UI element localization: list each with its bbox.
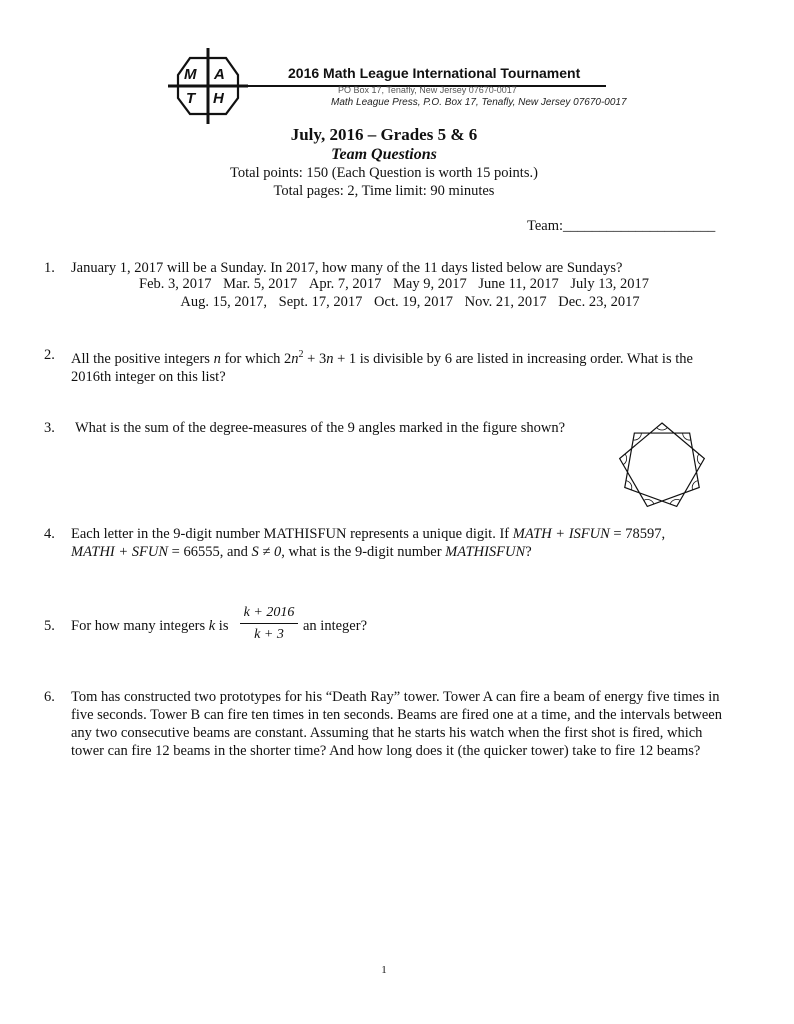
question-number: 2. bbox=[44, 347, 55, 363]
page-number: 1 bbox=[381, 964, 387, 976]
date-item: Aug. 15, 2017, bbox=[180, 294, 267, 310]
fraction bbox=[240, 604, 298, 644]
question-text: All the positive integers n for which $2n^2 + 3n + 1$ is divisible by 6 are listed in increasing order. What is the 2016th integer on this list? bbox=[71, 349, 693, 385]
date-item: Sept. 17, 2017 bbox=[278, 294, 363, 310]
tournament-title: 2016 Math League International Tournament bbox=[288, 65, 581, 81]
logo-letter-h: H bbox=[213, 90, 224, 107]
question-text: January 1, 2017 will be a Sunday. In 2017, how many of the 11 days listed below are Sundays? bbox=[71, 260, 623, 276]
star-outline bbox=[620, 423, 705, 506]
date-row-1 bbox=[10, 275, 778, 293]
question-number: 3. bbox=[44, 420, 55, 436]
question-number: 5. bbox=[44, 618, 55, 634]
angle-mark bbox=[657, 428, 668, 430]
header-address-faint: PO Box 17, Tenafly, New Jersey 07670-0017 bbox=[338, 85, 517, 95]
date-item: Apr. 7, 2017 bbox=[308, 276, 382, 292]
total-points: Total points: 150 (Each Question is worth 15 points.) bbox=[230, 165, 538, 181]
date-row-2 bbox=[26, 293, 794, 311]
question-number: 4. bbox=[44, 526, 55, 542]
date-item: May 9, 2017 bbox=[393, 276, 467, 292]
question-5-tail: an integer? bbox=[303, 618, 368, 634]
team-field[interactable]: Team:_____________________ bbox=[527, 218, 716, 234]
question-text: Tom has constructed two prototypes for his “Death Ray” tower. Tower A can fire a beam of energy five times in five seconds. Tower B can fire ten times in ten seconds. Beams are fired one at a time, and the intervals between any two consecutive beams are constant. Assuming that he starts his watch when the first shot is fired, which tower can fire 12 beams in the shorter time? And how long does it (the quicker tower) take to fire 12 beams? bbox=[71, 689, 722, 759]
question-6 bbox=[44, 688, 734, 780]
question-4 bbox=[44, 525, 734, 561]
question-text: What is the sum of the degree-measures of the 9 angles marked in the figure shown? bbox=[75, 420, 566, 436]
question-number: 6. bbox=[44, 689, 55, 705]
exam-subtitle: Team Questions bbox=[331, 146, 437, 163]
logo-letter-a: A bbox=[214, 66, 225, 83]
question-number: 1. bbox=[44, 260, 55, 276]
question-text: Each letter in the 9-digit number MATHISFUN represents a unique digit. If MATH + ISFUN = 78597, MATHI + SFUN = 66555, and S ≠ 0, what is the 9-digit number MATHISFUN? bbox=[71, 526, 666, 560]
logo-letter-m: M bbox=[184, 66, 197, 83]
date-item: Feb. 3, 2017 bbox=[139, 276, 212, 292]
fraction-denominator: k + 3 bbox=[254, 627, 284, 642]
nine-pointed-star-figure bbox=[614, 420, 710, 512]
exam-title: July, 2016 – Grades 5 & 6 bbox=[290, 125, 478, 144]
fraction-bar bbox=[240, 623, 298, 624]
date-item: July 13, 2017 bbox=[570, 276, 649, 292]
date-item: Nov. 21, 2017 bbox=[464, 294, 547, 310]
date-item: Mar. 5, 2017 bbox=[223, 276, 298, 292]
total-pages: Total pages: 2, Time limit: 90 minutes bbox=[273, 183, 495, 199]
question-2 bbox=[44, 346, 734, 385]
header-address: Math League Press, P.O. Box 17, Tenafly, New Jersey 07670-0017 bbox=[331, 97, 627, 108]
date-item: Dec. 23, 2017 bbox=[558, 294, 640, 310]
logo-letter-t: T bbox=[186, 90, 196, 107]
date-item: Oct. 19, 2017 bbox=[374, 294, 453, 310]
date-item: June 11, 2017 bbox=[478, 276, 559, 292]
math-league-logo bbox=[168, 48, 248, 124]
question-5 bbox=[44, 617, 734, 635]
question-text: For how many integers k is bbox=[71, 618, 229, 634]
fraction-numerator: k + 2016 bbox=[243, 605, 295, 620]
